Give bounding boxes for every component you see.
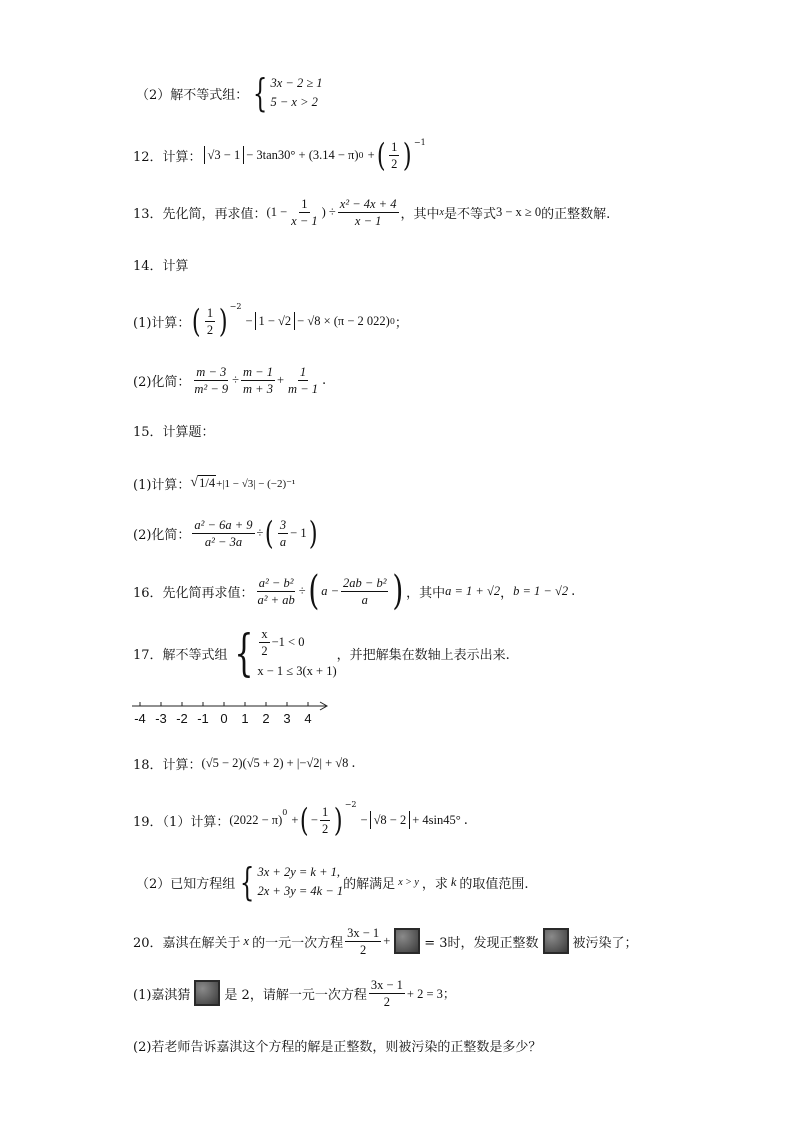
punctuation: . (322, 372, 327, 388)
problem-12-label: 12．计算： (133, 149, 202, 165)
problem-19-part1 (133, 800, 468, 840)
problem-19-part2 (136, 860, 529, 904)
text: 是不等式 (443, 206, 496, 222)
problem-16-label: 16．先化简再求值： (133, 585, 254, 601)
part-label: (1)计算： (133, 315, 191, 331)
right-paren: ) (334, 801, 343, 839)
problem-14-part1 (133, 302, 408, 340)
left-paren: ( (307, 568, 319, 614)
ink-blot-icon (394, 928, 420, 954)
text: 被污染了； (572, 935, 638, 951)
variable: k (450, 874, 457, 889)
problem-14-title: 14．计算 (133, 258, 189, 274)
text: 是 2，请解一元一次方程 (224, 987, 367, 1003)
text: = 3时，发现正整数 (424, 935, 539, 951)
abs-value: √8 − 2 (370, 811, 411, 829)
right-paren: ) (308, 514, 318, 552)
problem-11-label: （2）解不等式组： (136, 87, 249, 103)
expr-part: + 2 = 3； (406, 987, 456, 1001)
problem-13-label: 13．先化简，再求值： (133, 206, 267, 222)
tick-label: 4 (304, 711, 312, 726)
fraction: $\frac{x}{2}$ (261, 626, 268, 658)
sqrt-quarter: √ 1/4 (190, 475, 216, 490)
system-row-1: −1 < 0 (271, 635, 305, 649)
left-paren: ( (265, 514, 275, 552)
part-label: (1)计算： (133, 477, 191, 493)
problem-12 (133, 138, 426, 172)
fraction-half: $\frac{1}{2}$ (391, 139, 398, 171)
left-brace: { (240, 860, 255, 904)
tick-label: 1 (241, 711, 249, 726)
equation-system (235, 860, 344, 904)
problem-13 (133, 194, 610, 230)
part-label: (2)化简： (133, 527, 191, 543)
fraction: $\frac{1}{m - 1}$ (288, 364, 319, 396)
variable: x (439, 206, 444, 218)
a-value: a = 1 + √2 (445, 583, 501, 598)
expr-part: (1 − (266, 204, 288, 219)
problem-19-label: 19．（1）计算： (133, 814, 230, 830)
ink-blot-icon (194, 980, 220, 1006)
expr-part: − 3tan30° + (3.14 − π) (246, 147, 359, 162)
left-paren: ( (300, 801, 310, 839)
expression: (√5 − 2)(√5 + 2) + |−√2| + √8 (201, 755, 349, 770)
fraction: $\frac{3x - 1}{2}$ (347, 925, 380, 957)
problem-11-part2 (136, 71, 323, 115)
divide-sign: ÷ (298, 583, 306, 598)
problem-17 (133, 624, 510, 682)
system-row-1: 3x − 2 ≥ 1 (270, 76, 323, 90)
problem-15-title: 15．计算题： (133, 424, 215, 440)
system-row-1: 3x + 2y = k + 1, (257, 865, 341, 879)
condition: x > y (398, 876, 419, 888)
tick-label: 2 (262, 711, 270, 726)
punctuation: . (351, 755, 356, 771)
problem-15-part2 (133, 514, 319, 552)
text: 的正整数解. (541, 206, 611, 222)
divide-sign: ) ÷ (321, 204, 336, 219)
right-paren: ) (403, 136, 413, 174)
tick-label: -1 (197, 711, 209, 726)
problem-20 (133, 922, 638, 960)
divide-sign: ÷ (256, 525, 264, 540)
right-paren: ) (392, 568, 404, 614)
fraction: $\frac{\text{x² − 4x + 4}}{x - 1}$ (339, 196, 397, 228)
tick-label: 0 (220, 711, 228, 726)
minus-sign: − (360, 812, 368, 827)
exponent: 0 (389, 316, 395, 326)
minus-sign: − (245, 313, 253, 328)
problem-14-part2 (133, 362, 326, 398)
abs-value: √3 − 1 (204, 146, 245, 164)
fraction: $\frac{\text{a² − 6a + 9}}{\text{a² − 3a}}$ (194, 517, 253, 549)
plus-sign: + (367, 147, 375, 162)
fraction: $\frac{m - 3}{\text{m² − 9}}$ (194, 364, 229, 396)
fraction: $\frac{\text{2ab − b²}}{a}$ (343, 575, 387, 607)
expr-part: a − (321, 583, 340, 598)
problem-20-label: 20．嘉淇在解关于 (133, 935, 241, 951)
expr-part: + 4sin45° (412, 812, 461, 827)
problem-17-label: 17．解不等式组 (133, 647, 228, 663)
exponent: −2 (229, 302, 242, 311)
left-brace: { (253, 71, 268, 115)
text: 的解满足 (343, 876, 396, 892)
inequality-system (228, 624, 337, 682)
tick-label: -4 (134, 711, 146, 726)
fraction: $\frac{m - 1}{m + 3}$ (243, 364, 273, 396)
divide-sign: ÷ (232, 372, 240, 387)
text: ，并把解集在数轴上表示出来. (336, 647, 510, 663)
system-row-2: 2x + 3y = 4k − 1 (257, 884, 344, 898)
left-paren: ( (376, 136, 386, 174)
tick-label: -2 (176, 711, 188, 726)
fraction: $\frac{\text{a² − b²}}{\text{a² + ab}}$ (257, 575, 295, 607)
inequality-system (248, 71, 323, 115)
part-label: (1)嘉淇猜 (133, 987, 191, 1003)
right-paren: ) (219, 302, 228, 340)
inequality: 3 − x ≥ 0 (495, 204, 542, 219)
variable: x (243, 933, 250, 948)
minus-sign: − (310, 812, 318, 827)
fraction-half: $\frac{1}{2}$ (206, 305, 214, 337)
expr-part: +|1 − √3| − (−2)⁻¹ (216, 477, 296, 490)
expr-part: − √8 × (π − 2 022) (297, 313, 390, 328)
punctuation: . (571, 583, 576, 599)
system-row-2: x − 1 ≤ 3(x + 1) (257, 663, 337, 678)
problem-18-label: 18．计算： (133, 757, 202, 773)
problem-18 (133, 752, 356, 774)
expr-part: (2022 − π) (229, 812, 283, 827)
part-label: (2)化简： (133, 374, 191, 390)
left-paren: ( (192, 302, 202, 340)
expr-part: − 1 (290, 525, 307, 540)
punctuation: . (463, 812, 468, 828)
system-row-2: 5 − x > 2 (270, 95, 318, 109)
text: ，求 (421, 876, 448, 892)
exponent: −2 (344, 800, 357, 809)
problem-15-part1 (133, 468, 295, 498)
part-label: （2）已知方程组 (136, 876, 236, 892)
fraction-half: $\frac{1}{2}$ (321, 804, 329, 836)
punctuation: ； (394, 315, 408, 331)
fraction: $\frac{1}{x - 1}$ (291, 196, 318, 228)
b-value: b = 1 − √2 (513, 583, 569, 598)
plus-sign: + (291, 812, 299, 827)
text: ，其中 (400, 206, 440, 222)
exponent: 0 (282, 808, 288, 817)
exponent: −1 (413, 138, 426, 147)
ink-blot-icon (543, 928, 569, 954)
tick-label: -3 (155, 711, 167, 726)
plus-sign: + (276, 372, 285, 387)
exponent: 0 (358, 150, 364, 160)
abs-value: 1 − √2 (255, 312, 296, 330)
problem-16 (133, 570, 575, 612)
text: ，其中 (406, 585, 446, 601)
fraction: $\frac{3x - 1}{2}$ (370, 977, 403, 1009)
tick-label: 3 (283, 711, 291, 726)
plus-sign: + (383, 933, 391, 948)
problem-20-part1 (133, 974, 455, 1012)
punctuation: ， (500, 585, 514, 601)
number-line (128, 697, 338, 731)
fraction: $\frac{3}{a}$ (279, 517, 287, 549)
left-brace: { (233, 624, 253, 682)
text: 的取值范围. (459, 876, 529, 892)
text: 的一元一次方程 (252, 935, 344, 951)
problem-20-part2: (2)若老师告诉嘉淇这个方程的解是正整数，则被污染的正整数是多少？ (133, 1039, 542, 1055)
